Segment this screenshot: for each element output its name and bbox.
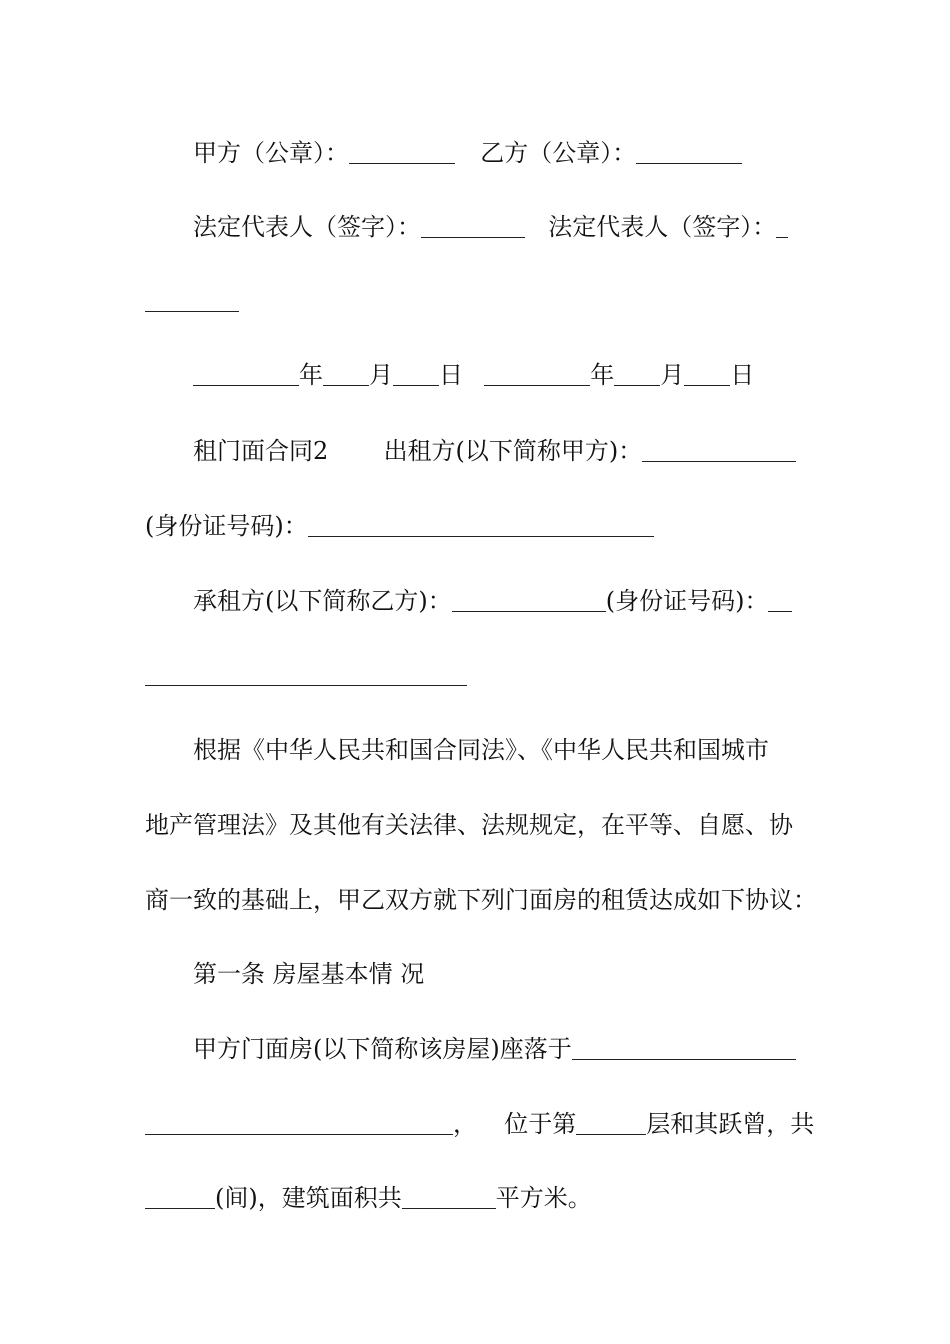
legal-rep-a-label: 法定代表人（签字）： [193, 213, 421, 241]
location-blank[interactable] [572, 1035, 796, 1060]
lessee-line [193, 586, 810, 616]
day-a-label: 日 [439, 361, 463, 389]
rooms-blank[interactable] [145, 1184, 215, 1209]
day-b-blank[interactable] [684, 361, 730, 386]
title-lessor-line [193, 436, 810, 466]
lessor-id-line [145, 511, 810, 541]
article-1-heading: 第一条 房屋基本情 况 [193, 960, 425, 988]
lessor-id-blank[interactable] [308, 512, 654, 537]
rooms-label: (间)，建筑面积共 [215, 1184, 402, 1212]
basis-line-2: 地产管理法》及其他有关法律、法规规定，在平等、自愿、协 [145, 811, 793, 839]
lessor-blank[interactable] [642, 437, 796, 462]
legal-rep-b-label: 法定代表人（签字）： [548, 213, 777, 241]
lessor-label: 出租方(以下简称甲方)： [383, 437, 643, 465]
lessee-id-blank[interactable] [768, 587, 792, 612]
month-a-blank[interactable] [323, 361, 369, 386]
location-label: 甲方门面房(以下简称该房屋)座落于 [193, 1035, 572, 1063]
legal-rep-b-blank[interactable] [776, 213, 788, 238]
lessee-id-label: (身份证号码)： [605, 587, 769, 615]
day-b-label: 日 [730, 361, 755, 389]
basis-line-1: 根据《中华人民共和国合同法》、《中华人民共和国城市 [193, 736, 769, 764]
area-blank[interactable] [402, 1184, 496, 1209]
month-b-label: 月 [660, 361, 685, 389]
basis-line-3: 商一致的基础上，甲乙双方就下列门面房的租赁达成如下协议： [145, 886, 817, 914]
legal-rep-line [193, 212, 810, 242]
legal-rep-a-blank[interactable] [421, 213, 525, 238]
floor-label-post: 层和其跃曾，共 [646, 1110, 815, 1138]
date-line [193, 360, 810, 390]
location-line [193, 1034, 810, 1064]
party-a-seal-label: 甲方（公章）： [193, 139, 349, 167]
area-unit: 平方米。 [495, 1184, 592, 1212]
lessee-id-blank-cont[interactable] [145, 661, 467, 686]
party-b-seal-label: 乙方（公章）： [480, 139, 637, 167]
month-b-blank[interactable] [614, 361, 660, 386]
lessee-label: 承租方(以下简称乙方)： [193, 587, 452, 615]
location-blank-cont[interactable] [145, 1110, 453, 1135]
year-a-blank[interactable] [193, 361, 299, 386]
area-line [145, 1183, 810, 1213]
floor-line [145, 1109, 815, 1139]
year-a-label: 年 [299, 361, 323, 389]
legal-rep-continuation [145, 286, 810, 316]
signature-seal-line [193, 138, 810, 168]
lessee-id-continuation [145, 660, 810, 690]
month-a-label: 月 [369, 361, 393, 389]
year-b-blank[interactable] [484, 361, 590, 386]
floor-blank[interactable] [576, 1110, 646, 1135]
lessor-id-label: (身份证号码)： [145, 512, 308, 540]
day-a-blank[interactable] [393, 361, 439, 386]
legal-rep-b-blank-cont[interactable] [145, 287, 239, 312]
floor-label-pre: 位于第 [504, 1110, 577, 1138]
party-a-seal-blank[interactable] [349, 139, 455, 164]
party-b-seal-blank[interactable] [636, 139, 742, 164]
comma: ， [453, 1110, 477, 1138]
lessee-blank[interactable] [452, 587, 606, 612]
contract-title: 租门面合同2 [193, 437, 329, 465]
year-b-label: 年 [590, 361, 615, 389]
